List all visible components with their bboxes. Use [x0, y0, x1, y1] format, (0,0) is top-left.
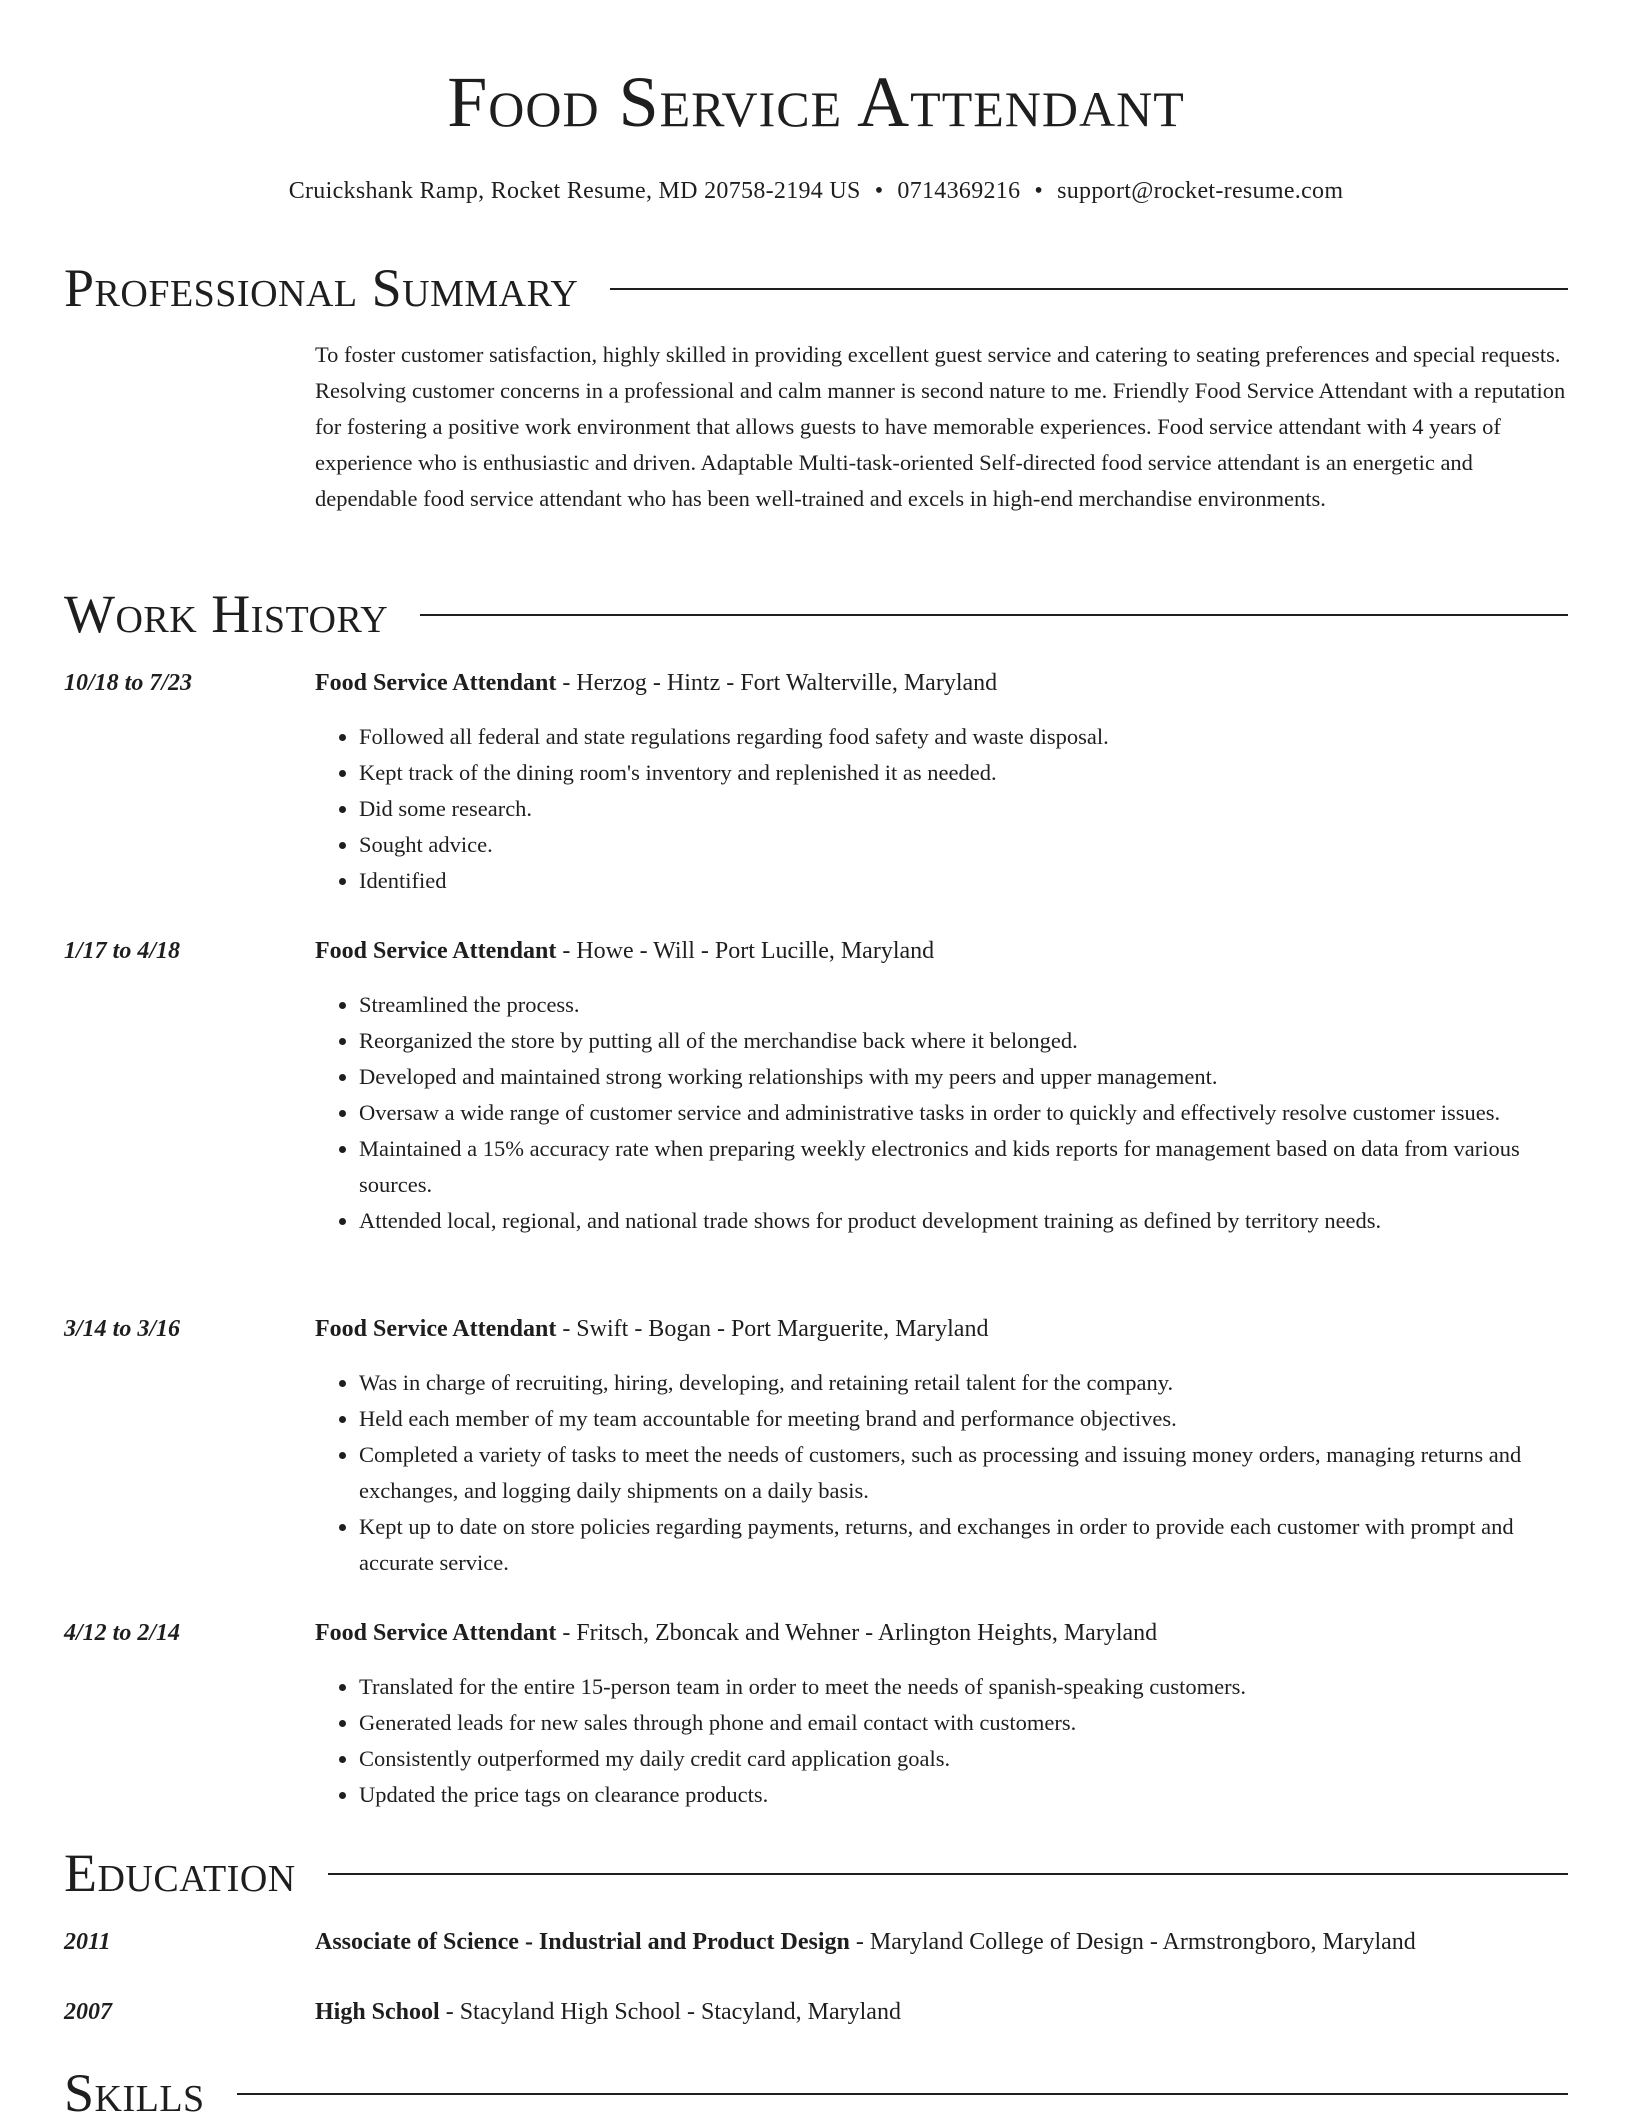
- job-bullet: • Generated leads for new sales through phone and email contact with customers.: [359, 1705, 1568, 1741]
- section-divider: [610, 288, 1568, 290]
- job-bullets: [315, 1365, 1568, 1581]
- section-title: Skills: [64, 2063, 205, 2123]
- contact-address: Cruickshank Ramp, Rocket Resume, MD 20758-2194 US: [288, 178, 861, 204]
- job-headline: [315, 667, 997, 699]
- job-dates: 4/12 to 2/14: [64, 1620, 181, 1646]
- job-details: - Howe - Will - Port Lucille, Maryland: [556, 938, 935, 964]
- section-header-summary: [64, 258, 1568, 318]
- job-bullet: • Identified: [359, 863, 1568, 899]
- job-details: - Herzog - Hintz - Fort Walterville, Maryland: [556, 670, 998, 696]
- section-title: Professional Summary: [64, 258, 579, 318]
- contact-separator: •: [1034, 178, 1044, 204]
- job-dates: 10/18 to 7/23: [64, 670, 193, 696]
- job-title: Food Service Attendant: [315, 670, 557, 696]
- education-headline: [315, 1926, 1416, 1958]
- section-title: Education: [64, 1843, 296, 1903]
- section-title: Work History: [64, 584, 389, 644]
- job-bullet: • Translated for the entire 15-person team in order to meet the needs of spanish-speaking customers.: [359, 1669, 1568, 1705]
- job-bullet: • Maintained a 15% accuracy rate when preparing weekly electronics and kids reports for management based on data from various sources.: [359, 1131, 1568, 1203]
- job-bullet: • Reorganized the store by putting all of the merchandise back where it belonged.: [359, 1023, 1568, 1059]
- job-headline: [315, 1617, 1157, 1649]
- section-divider: [420, 614, 1568, 616]
- job-bullets: [315, 987, 1568, 1239]
- job-bullet: • Developed and maintained strong working relationships with my peers and upper management.: [359, 1059, 1568, 1095]
- job-bullet: • Followed all federal and state regulations regarding food safety and waste disposal.: [359, 719, 1568, 755]
- job-bullet: • Sought advice.: [359, 827, 1568, 863]
- job-bullet: • Updated the price tags on clearance products.: [359, 1777, 1568, 1813]
- education-degree: Associate of Science - Industrial and Product Design: [315, 1929, 850, 1955]
- job-title: Food Service Attendant: [315, 938, 557, 964]
- job-bullet: • Kept up to date on store policies regarding payments, returns, and exchanges in order to provide each customer with prompt and accurate service.: [359, 1509, 1568, 1581]
- education-details: - Stacyland High School - Stacyland, Maryland: [439, 1999, 901, 2025]
- job-headline: [315, 1313, 988, 1345]
- job-bullets: [315, 719, 1568, 899]
- job-bullet: • Attended local, regional, and national trade shows for product development training as defined by territory needs.: [359, 1203, 1568, 1239]
- job-bullet: • Held each member of my team accountable for meeting brand and performance objectives.: [359, 1401, 1568, 1437]
- job-title: Food Service Attendant: [315, 1620, 557, 1646]
- section-header-work-history: [64, 584, 1568, 644]
- section-divider: [328, 1873, 1568, 1875]
- job-bullet: • Did some research.: [359, 791, 1568, 827]
- job-title: Food Service Attendant: [315, 1316, 557, 1342]
- section-divider: [237, 2093, 1568, 2095]
- education-year: 2007: [64, 1999, 112, 2025]
- contact-separator: •: [874, 178, 884, 204]
- section-header-skills: [64, 2063, 1568, 2123]
- contact-line: [64, 176, 1568, 206]
- job-bullets: [315, 1669, 1568, 1813]
- job-bullet: • Streamlined the process.: [359, 987, 1568, 1023]
- job-bullet: • Was in charge of recruiting, hiring, developing, and retaining retail talent for the company.: [359, 1365, 1568, 1401]
- job-details: - Swift - Bogan - Port Marguerite, Maryland: [556, 1316, 989, 1342]
- job-bullet: • Oversaw a wide range of customer service and administrative tasks in order to quickly and effectively resolve customer issues.: [359, 1095, 1568, 1131]
- section-header-education: [64, 1843, 1568, 1903]
- contact-email: support@rocket-resume.com: [1057, 178, 1344, 204]
- resume-name: Food Service Attendant: [447, 62, 1185, 142]
- job-dates: 1/17 to 4/18: [64, 938, 181, 964]
- education-details: - Maryland College of Design - Armstrongboro, Maryland: [849, 1929, 1416, 1955]
- job-dates: 3/14 to 3/16: [64, 1316, 181, 1342]
- job-bullet: • Completed a variety of tasks to meet the needs of customers, such as processing and issuing money orders, managing returns and exchanges, and logging daily shipments on a daily basis.: [359, 1437, 1568, 1509]
- job-bullet: • Kept track of the dining room's inventory and replenished it as needed.: [359, 755, 1568, 791]
- job-bullet: • Consistently outperformed my daily credit card application goals.: [359, 1741, 1568, 1777]
- contact-phone: 0714369216: [897, 178, 1021, 204]
- job-details: - Fritsch, Zboncak and Wehner - Arlington Heights, Maryland: [556, 1620, 1158, 1646]
- education-year: 2011: [64, 1929, 111, 1955]
- job-headline: [315, 935, 934, 967]
- education-headline: [315, 1996, 901, 2028]
- education-degree: High School: [315, 1999, 440, 2025]
- summary-text: To foster customer satisfaction, highly skilled in providing excellent guest service and catering to seating preferences and special requests. Resolving customer concerns in a professional and calm manner is second nature to me. Friendly Food Service Attendant with a reputation for fostering a positive work environment that allows guests to have memorable experiences. Food service attendant with 4 years of experience who is enthusiastic and driven. Adaptable Multi-task-oriented Self-directed food service attendant is an energetic and dependable food service attendant who has been well-trained and excels in high-end merchandise environments.: [315, 342, 1566, 511]
